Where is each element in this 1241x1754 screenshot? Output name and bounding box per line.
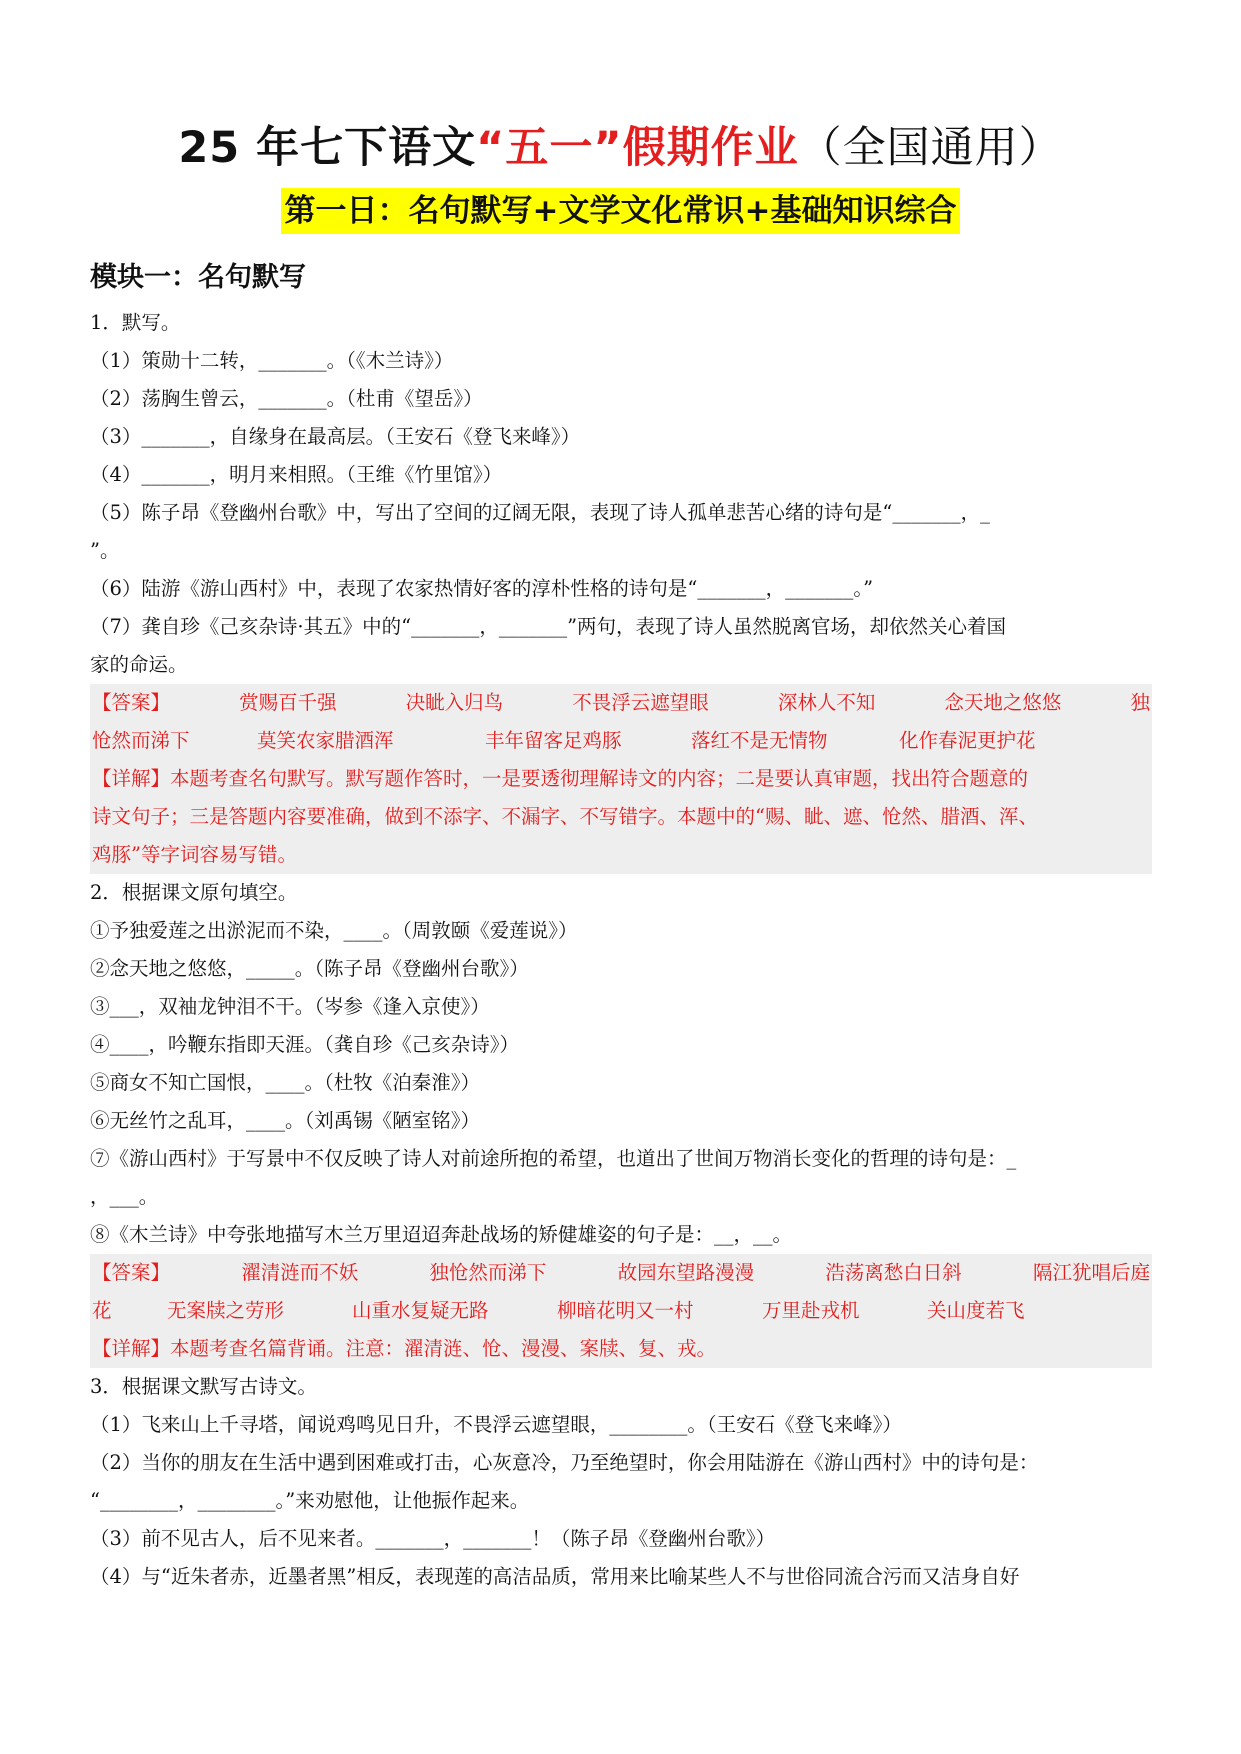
q1-item: ”。	[90, 539, 120, 562]
title-part-grade: 25 年七下语文	[178, 123, 477, 173]
q3-stem: 3．根据课文默写古诗文。	[90, 1375, 317, 1398]
q2-answer-box	[90, 1254, 1152, 1368]
title-part-holiday: “五一”假期作业	[476, 123, 799, 173]
answer-item: 无案牍之劳形	[167, 1299, 285, 1322]
q1-detail: 鸡豚”等字词容易写错。	[92, 843, 297, 866]
q2-answer-row	[92, 1292, 1150, 1330]
q3-item: （1）飞来山上千寻塔，闻说鸡鸣见日升，不畏浮云遮望眼，________。（王安石《登飞来峰》）	[90, 1413, 902, 1436]
q2-item: ④____，吟鞭东指即天涯。（龚自珍《己亥杂诗》）	[90, 1033, 520, 1056]
q2-item: ⑦《游山西村》于写景中不仅反映了诗人对前途所抱的希望，也道出了世间万物消长变化的哲理的诗句是：_	[90, 1147, 1017, 1170]
answer-label: 【答案】	[92, 1261, 171, 1284]
q1-answer-row	[92, 684, 1150, 722]
answer-item: 濯清涟而不妖	[241, 1261, 359, 1284]
answer-item: 独	[1130, 691, 1150, 714]
q1-detail: 【详解】本题考查名句默写。默写题作答时，一是要透彻理解诗文的内容；二是要认真审题，找出符合题意的	[92, 767, 1029, 790]
q1-item: （1）策勋十二转，_______。（《木兰诗》）	[90, 349, 454, 372]
answer-item: 万里赴戎机	[762, 1299, 860, 1322]
q2-item: ③___，双袖龙钟泪不干。（岑参《逢入京使》）	[90, 995, 490, 1018]
q1-item: （2）荡胸生曾云，_______。（杜甫《望岳》）	[90, 387, 483, 410]
q1-detail: 诗文句子；三是答题内容要准确，做到不添字、不漏字、不写错字。本题中的“赐、眦、遮、怆然、腊酒、浑、	[92, 805, 1038, 828]
answer-item: 柳暗花明又一村	[557, 1299, 694, 1322]
answer-item: 丰年留客足鸡豚	[485, 729, 622, 752]
q2-answer-row	[92, 1254, 1150, 1292]
module-heading: 模块一：名句默写	[90, 262, 306, 293]
answer-item: 花	[92, 1299, 112, 1322]
q2-item: ⑧《木兰诗》中夸张地描写木兰万里迢迢奔赴战场的矫健雄姿的句子是：__，__。	[90, 1223, 793, 1246]
q3-item: （2）当你的朋友在生活中遇到困难或打击，心灰意冷，乃至绝望时，你会用陆游在《游山西村》中的诗句是：	[90, 1451, 1039, 1474]
q2-stem: 2．根据课文原句填空。	[90, 881, 298, 904]
subtitle-highlight: 第一日：名句默写+文学文化常识+基础知识综合	[281, 188, 961, 234]
answer-item: 故园东望路漫漫	[617, 1261, 755, 1284]
answer-item: 山重水复疑无路	[352, 1299, 489, 1322]
answer-item: 念天地之悠悠	[944, 691, 1062, 714]
q1-item: （3）_______，自缘身在最高层。（王安石《登飞来峰》）	[90, 425, 581, 448]
answer-item: 不畏浮云遮望眼	[572, 691, 709, 714]
q2-detail: 【详解】本题考查名篇背诵。注意：濯清涟、怆、漫漫、案牍、复、戎。	[92, 1337, 717, 1360]
q2-item: ⑤商女不知亡国恨，____。（杜牧《泊秦淮》）	[90, 1071, 481, 1094]
answer-item: 怆然而涕下	[92, 729, 190, 752]
q3-item: （4）与“近朱者赤，近墨者黑”相反，表现莲的高洁品质，常用来比喻某些人不与世俗同流合污而又洁身自好	[90, 1565, 1020, 1588]
q1-stem: 1．默写。	[90, 311, 181, 334]
q2-item: ，___。	[90, 1185, 159, 1208]
q3-item: （3）前不见古人，后不见来者。_______，_______！（陈子昂《登幽州台歌》）	[90, 1527, 776, 1550]
q1-item: （6）陆游《游山西村》中，表现了农家热情好客的淳朴性格的诗句是“_______，_______。”	[90, 577, 874, 600]
answer-item: 关山度若飞	[927, 1299, 1025, 1322]
page-title	[0, 118, 1241, 178]
q2-item: ②念天地之悠悠，_____。（陈子昂《登幽州台歌》）	[90, 957, 529, 980]
answer-item: 落红不是无情物	[691, 729, 828, 752]
answer-item: 莫笑农家腊酒浑	[257, 729, 394, 752]
title-part-scope: （全国通用）	[798, 123, 1063, 173]
q1-item: （5）陈子昂《登幽州台歌》中，写出了空间的辽阔无限，表现了诗人孤单悲苦心绪的诗句是“_______，_	[90, 501, 990, 524]
answer-item: 化作春泥更护花	[899, 729, 1036, 752]
q1-item: （7）龚自珍《己亥杂诗·其五》中的“_______，_______”两句，表现了诗人虽然脱离官场，却依然关心着国	[90, 615, 1007, 638]
answer-item: 独怆然而涕下	[429, 1261, 547, 1284]
q2-item: ①予独爱莲之出淤泥而不染，____。（周敦颐《爱莲说》）	[90, 919, 578, 942]
q1-item: （4）_______，明月来相照。（王维《竹里馆》）	[90, 463, 503, 486]
answer-label: 【答案】	[92, 691, 171, 714]
subtitle-wrap	[0, 188, 1241, 234]
answer-item: 深林人不知	[777, 691, 876, 714]
content	[90, 256, 1152, 1596]
q3-item: “________，________。”来劝慰他，让他振作起来。	[90, 1489, 530, 1512]
answer-item: 赏赐百千强	[239, 691, 337, 714]
q1-item: 家的命运。	[90, 653, 188, 676]
answer-item: 浩荡离愁白日斜	[825, 1261, 962, 1284]
answer-item: 隔江犹唱后庭	[1032, 1261, 1150, 1284]
answer-item: 决眦入归鸟	[405, 691, 504, 714]
q1-answer-box	[90, 684, 1152, 874]
q1-answer-row	[92, 722, 1150, 760]
q2-item: ⑥无丝竹之乱耳，____。（刘禹锡《陋室铭》）	[90, 1109, 481, 1132]
